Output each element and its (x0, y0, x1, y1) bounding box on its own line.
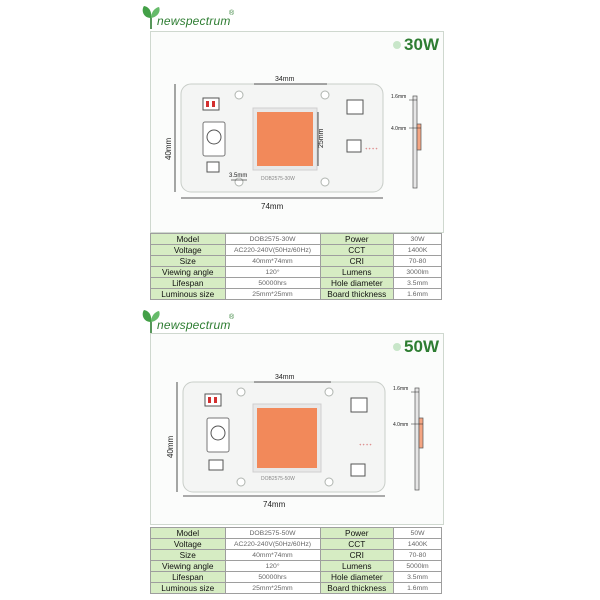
spec-key: Board thickness (320, 289, 394, 300)
side-view-board (415, 388, 419, 490)
spec-key: Size (151, 550, 226, 561)
spec-key: Viewing angle (151, 267, 226, 278)
dim-height-label: 40mm (166, 435, 175, 458)
badge-dot (393, 41, 401, 49)
spec-key: CCT (320, 539, 394, 550)
brand-logo (140, 4, 250, 32)
product-drawing-frame (150, 333, 444, 525)
ic-component (351, 398, 367, 412)
spec-value: DOB2575-50W (225, 528, 320, 539)
polarity-marks: + + + + (365, 146, 378, 151)
spec-key: Voltage (151, 245, 226, 256)
side-dim-label-1: 1.6mm (393, 386, 409, 392)
spec-row (151, 550, 442, 561)
rectifier-component (205, 394, 221, 406)
spec-value: 120° (225, 267, 320, 278)
resistor-component (209, 460, 223, 470)
spec-row (151, 539, 442, 550)
spec-row (151, 572, 442, 583)
chip-label: DOB2575-30W (261, 176, 295, 182)
spec-value: AC220-240V(50Hz/60Hz) (225, 539, 320, 550)
ic-component (347, 100, 363, 114)
wattage-label: 50W (404, 337, 439, 356)
dim-width-label: 34mm (275, 374, 295, 381)
side-view-led (419, 418, 423, 448)
side-dim-label-1: 1.6mm (391, 94, 407, 100)
spec-key: Viewing angle (151, 561, 226, 572)
spec-table (150, 233, 442, 300)
dim-length-label: 74mm (263, 500, 286, 509)
spec-row (151, 234, 442, 245)
mount-hole (321, 178, 329, 186)
badge-dot (393, 343, 401, 351)
dim-hole-label: 3.5mm (229, 173, 248, 179)
spec-value: 25mm*25mm (225, 583, 320, 594)
dim-length-label: 74mm (261, 202, 284, 211)
mount-hole (321, 91, 329, 99)
spec-key: CCT (320, 245, 394, 256)
spec-key: Lumens (320, 267, 394, 278)
spec-row (151, 245, 442, 256)
mount-hole (235, 178, 243, 186)
spec-table (150, 527, 442, 594)
spec-key: Model (151, 234, 226, 245)
wattage-label: 30W (404, 35, 439, 54)
cob-chip (257, 112, 313, 166)
spec-value: 70-80 (394, 256, 442, 267)
spec-key: Voltage (151, 539, 226, 550)
chip-label: DOB2575-50W (261, 476, 295, 482)
side-dim-label-2: 4.0mm (393, 422, 409, 428)
mount-hole (325, 388, 333, 396)
mount-hole (325, 478, 333, 486)
spec-value: 50000hrs (225, 278, 320, 289)
spec-value: 40mm*74mm (225, 550, 320, 561)
spec-row (151, 289, 442, 300)
spec-value: 3.5mm (394, 572, 442, 583)
spec-value: 1.6mm (394, 289, 442, 300)
spec-key: Luminous size (151, 583, 226, 594)
spec-key: Lumens (320, 561, 394, 572)
spec-row (151, 256, 442, 267)
cob-chip (257, 408, 317, 468)
spec-key: CRI (320, 256, 394, 267)
ic-component (351, 464, 365, 476)
spec-key: Lifespan (151, 572, 226, 583)
product-panel-50w (0, 300, 600, 600)
registered-mark: ® (229, 314, 235, 321)
dim-height-label: 40mm (164, 137, 173, 160)
brand-logo (140, 308, 250, 336)
spec-key: Hole diameter (320, 278, 394, 289)
spec-value: 120° (225, 561, 320, 572)
spec-row (151, 278, 442, 289)
spec-key: Lifespan (151, 278, 226, 289)
rectifier-component (203, 98, 219, 110)
spec-value: AC220-240V(50Hz/60Hz) (225, 245, 320, 256)
spec-value: DOB2575-30W (225, 234, 320, 245)
led-board-drawing (151, 334, 443, 524)
registered-mark: ® (229, 10, 235, 17)
wattage-badge (393, 337, 439, 357)
spec-key: Size (151, 256, 226, 267)
spec-value: 1400K (394, 245, 442, 256)
spec-key: Luminous size (151, 289, 226, 300)
spec-key: Model (151, 528, 226, 539)
side-dim-label-2: 4.0mm (391, 126, 407, 132)
spec-value: 3000lm (394, 267, 442, 278)
spec-key: Board thickness (320, 583, 394, 594)
spec-value: 5000lm (394, 561, 442, 572)
polarity-marks: + + + + (359, 442, 372, 447)
mount-hole (237, 478, 245, 486)
spec-key: Power (320, 528, 394, 539)
spec-value: 3.5mm (394, 278, 442, 289)
spec-value: 50000hrs (225, 572, 320, 583)
wattage-badge (393, 35, 439, 55)
brand-name: newspectrum (157, 318, 231, 332)
spec-key: Power (320, 234, 394, 245)
spec-value: 40mm*74mm (225, 256, 320, 267)
spec-row (151, 561, 442, 572)
brand-name: newspectrum (157, 14, 231, 28)
spec-value: 25mm*25mm (225, 289, 320, 300)
spec-row (151, 583, 442, 594)
mount-hole (237, 388, 245, 396)
spec-value: 1400K (394, 539, 442, 550)
spec-value: 50W (394, 528, 442, 539)
spec-key: Hole diameter (320, 572, 394, 583)
resistor-component (207, 162, 219, 172)
mount-hole (235, 91, 243, 99)
dim-led-label: 25mm (318, 128, 325, 148)
spec-value: 70-80 (394, 550, 442, 561)
spec-key: CRI (320, 550, 394, 561)
spec-value: 30W (394, 234, 442, 245)
spec-value: 1.6mm (394, 583, 442, 594)
ic-component (347, 140, 361, 152)
led-board-drawing (151, 32, 443, 232)
product-drawing-frame (150, 31, 444, 233)
dim-width-label: 34mm (275, 76, 295, 83)
spec-row (151, 267, 442, 278)
spec-row (151, 528, 442, 539)
side-view-board (413, 96, 417, 188)
